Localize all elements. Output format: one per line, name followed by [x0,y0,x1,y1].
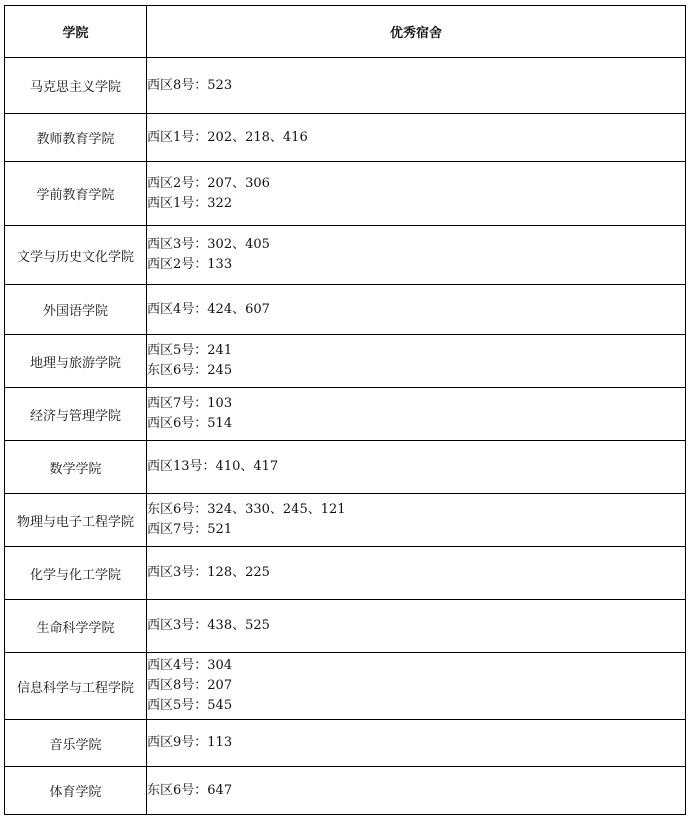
table-row [5,335,686,388]
college-name: 外国语学院 [5,285,147,335]
table-row [5,162,686,226]
dorm-entry: 西区4号：304 [147,658,233,673]
dorm-entry: 西区7号：103 [147,396,233,411]
college-name: 音乐学院 [5,720,147,767]
dorm-entry: 西区2号：133 [147,257,233,272]
dorm-entry: 西区4号：424、607 [147,301,270,317]
header-college: 学院 [5,6,147,58]
table-row [5,720,686,767]
dorm-entry: 西区8号：523 [147,77,233,93]
header-dorms: 优秀宿舍 [147,6,686,58]
dorm-entry: 东区6号：647 [147,782,233,798]
dorm-list [147,58,686,114]
dorm-entry: 西区3号：128、225 [147,565,270,580]
dorm-list [147,441,686,494]
college-name: 学前教育学院 [5,162,147,226]
dorm-entry: 东区6号：324、330、245、121 [147,502,346,517]
college-name: 数学学院 [5,441,147,494]
college-name: 信息科学与工程学院 [5,653,147,720]
dorm-entry: 西区8号：207 [147,678,233,693]
dorm-list [147,653,686,720]
table-row [5,285,686,335]
dorm-list [147,335,686,388]
table-row [5,600,686,653]
table-row [5,226,686,285]
dorm-entry: 西区3号：438、525 [147,618,270,633]
table-row [5,653,686,720]
table-row [5,388,686,441]
college-name: 教师教育学院 [5,114,147,162]
table-row [5,441,686,494]
dorm-entry: 西区6号：514 [147,416,233,431]
dorm-entry: 西区13号：410、417 [147,459,279,474]
college-name: 马克思主义学院 [5,58,147,114]
college-name: 生命科学学院 [5,600,147,653]
table-row [5,58,686,114]
header-row [5,6,686,58]
table-row [5,767,686,815]
college-name: 物理与电子工程学院 [5,494,147,547]
dorm-list [147,767,686,815]
dorm-entry: 西区5号：545 [147,698,233,713]
table-row [5,547,686,600]
dorm-list [147,494,686,547]
dorm-list [147,388,686,441]
dorm-entry: 西区1号：202、218、416 [147,129,308,145]
college-name: 文学与历史文化学院 [5,226,147,285]
dorm-entry: 西区1号：322 [147,195,233,211]
table-row [5,114,686,162]
dorm-entry: 西区5号：241 [147,343,233,358]
college-name: 地理与旅游学院 [5,335,147,388]
dorm-entry: 西区7号：521 [147,522,233,537]
table-row [5,494,686,547]
college-name: 体育学院 [5,767,147,815]
dorm-entry: 西区3号：302、405 [147,237,270,252]
dorm-entry: 东区6号：245 [147,363,233,378]
dorm-list [147,720,686,767]
dorm-entry: 西区9号：113 [147,735,233,750]
dorm-list [147,547,686,600]
dorm-table [4,5,686,815]
dorm-list [147,114,686,162]
dorm-list [147,162,686,226]
dorm-list [147,226,686,285]
dorm-list [147,285,686,335]
college-name: 化学与化工学院 [5,547,147,600]
dorm-entry: 西区2号：207、306 [147,175,270,191]
dorm-list [147,600,686,653]
college-name: 经济与管理学院 [5,388,147,441]
